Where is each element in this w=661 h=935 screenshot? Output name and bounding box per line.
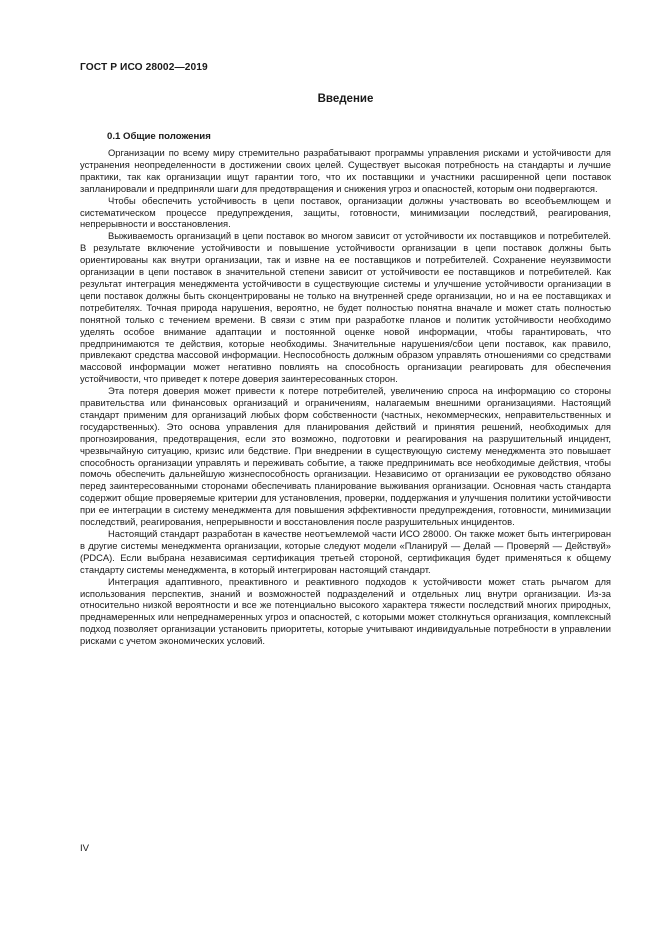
paragraph: Чтобы обеспечить устойчивость в цепи поставок, организации должны участвовать во всеобъемлющем и систематическом процессе предупреждения, защиты, готовности, минимизации последствий, реагирования, непрерывности и восстановления. xyxy=(80,194,611,230)
body-text xyxy=(80,147,611,647)
paragraph: Интеграция адаптивного, преактивного и реактивного подходов к устойчивости может стать рычагом для использования перспектив, знаний и возможностей подразделений и отдельных лиц внутри организации. Из-за относительно низкой вероятности и все же потенциально высокого характера тяжести последствий многих природных, преднамеренных или непреднамеренных угроз и опасностей, с которыми может столкнуться организация, комплексный подход позволяет организации установить приоритеты, которые учитывают индивидуальные потребности в управлении рисками с учетом экономических условий. xyxy=(80,575,611,647)
paragraph: Настоящий стандарт разработан в качестве неотъемлемой части ИСО 28000. Он также может быть интегрирован в другие системы менеджмента организации, которые следуют модели «Планируй — Делай — Проверяй — Действуй» (PDCA). Если выбрана независимая сертификация третьей стороной, сертификация будет применяться к общему стандарту системы менеджмента, в который интегрирован настоящий стандарт. xyxy=(80,528,611,575)
paragraph: Эта потеря доверия может привести к потере потребителей, увеличению спроса на информацию со стороны правительства или финансовых организаций и ограничениям, налагаемым внешними организациями. Настоящий стандарт применим для организаций любых форм собственности (частных, некоммерческих, неправительственных и государственных). Это основа управления для планирования действий и принятия решений, необходимых для прогнозирования, предотвращения, если это возможно, подготовки и реагирования на разрушительный инцидент, чрезвычайную ситуацию, кризис или бедствие. При внедрении в существующую систему менеджмента это повышает способность организации управлять и переживать событие, а также предпринимать все необходимые действия, чтобы помочь обеспечить дальнейшую жизнеспособность организации. Независимо от организации ее руководство обязано перед заинтересованными сторонами обеспечивать планирование выживания организации. Основная часть стандарта содержит общие проверяемые критерии для установления, проверки, поддержания и улучшения политики устойчивости при ее интеграции в систему менеджмента для повышения эффективности предупреждения, готовности, минимизации последствий, реагирования, непрерывности и восстановления после разрушительных инцидентов. xyxy=(80,385,611,528)
page-title: Введение xyxy=(317,93,374,105)
standard-code-header: ГОСТ Р ИСО 28002—2019 xyxy=(80,62,208,73)
page-number: IV xyxy=(80,843,90,854)
paragraph: Организации по всему миру стремительно разрабатывают программы управления рисками и устойчивости для устранения неопределенности в достижении своих целей. Существует высокая потребность на стандарты и лучшие практики, так как организации ищут гарантии того, что их поставщики и участники расширенной цепи поставок запланировали и предприняли шаги для предотвращения и снижения угроз и опасностей, которым они подвергаются. xyxy=(80,147,611,194)
paragraph: Выживаемость организаций в цепи поставок во многом зависит от устойчивости их поставщиков и потребителей. В результате включение устойчивости и повышение устойчивости организации в цепи поставок должны быть ориентированы как внутри организации, так и извне на ее поставщиков и потребителей. Сохранение неуязвимости организации в цепи поставок в значительной степени зависит от устойчивости ее поставщиков и потребителей. Как результат интеграция менеджмента устойчивости в существующие системы и улучшение устойчивости организации в цепи поставок должны быть сконцентрированы не только на внутренней среде организации, но и на ее поставщиках и потребителях. Точная природа нарушения, вероятно, не будет полностью понятна вначале и может стать полностью понятной только с течением времени. В связи с этим при разработке планов и политик устойчивости необходимо уделять особое внимание адаптации и постоянной оценке новой информации, чтобы гарантировать, что предпринимаются те действия, которые необходимы. Значительные нарушения/сбои цепи поставок, как правило, привлекают средства массовой информации. Неспособность должным образом управлять отношениями со средствами массовой информации может негативно повлиять на способность организации реагировать для обеспечения устойчивости, что приведет к потере доверия заинтересованных сторон. xyxy=(80,230,611,385)
section-heading: 0.1 Общие положения xyxy=(107,131,211,142)
